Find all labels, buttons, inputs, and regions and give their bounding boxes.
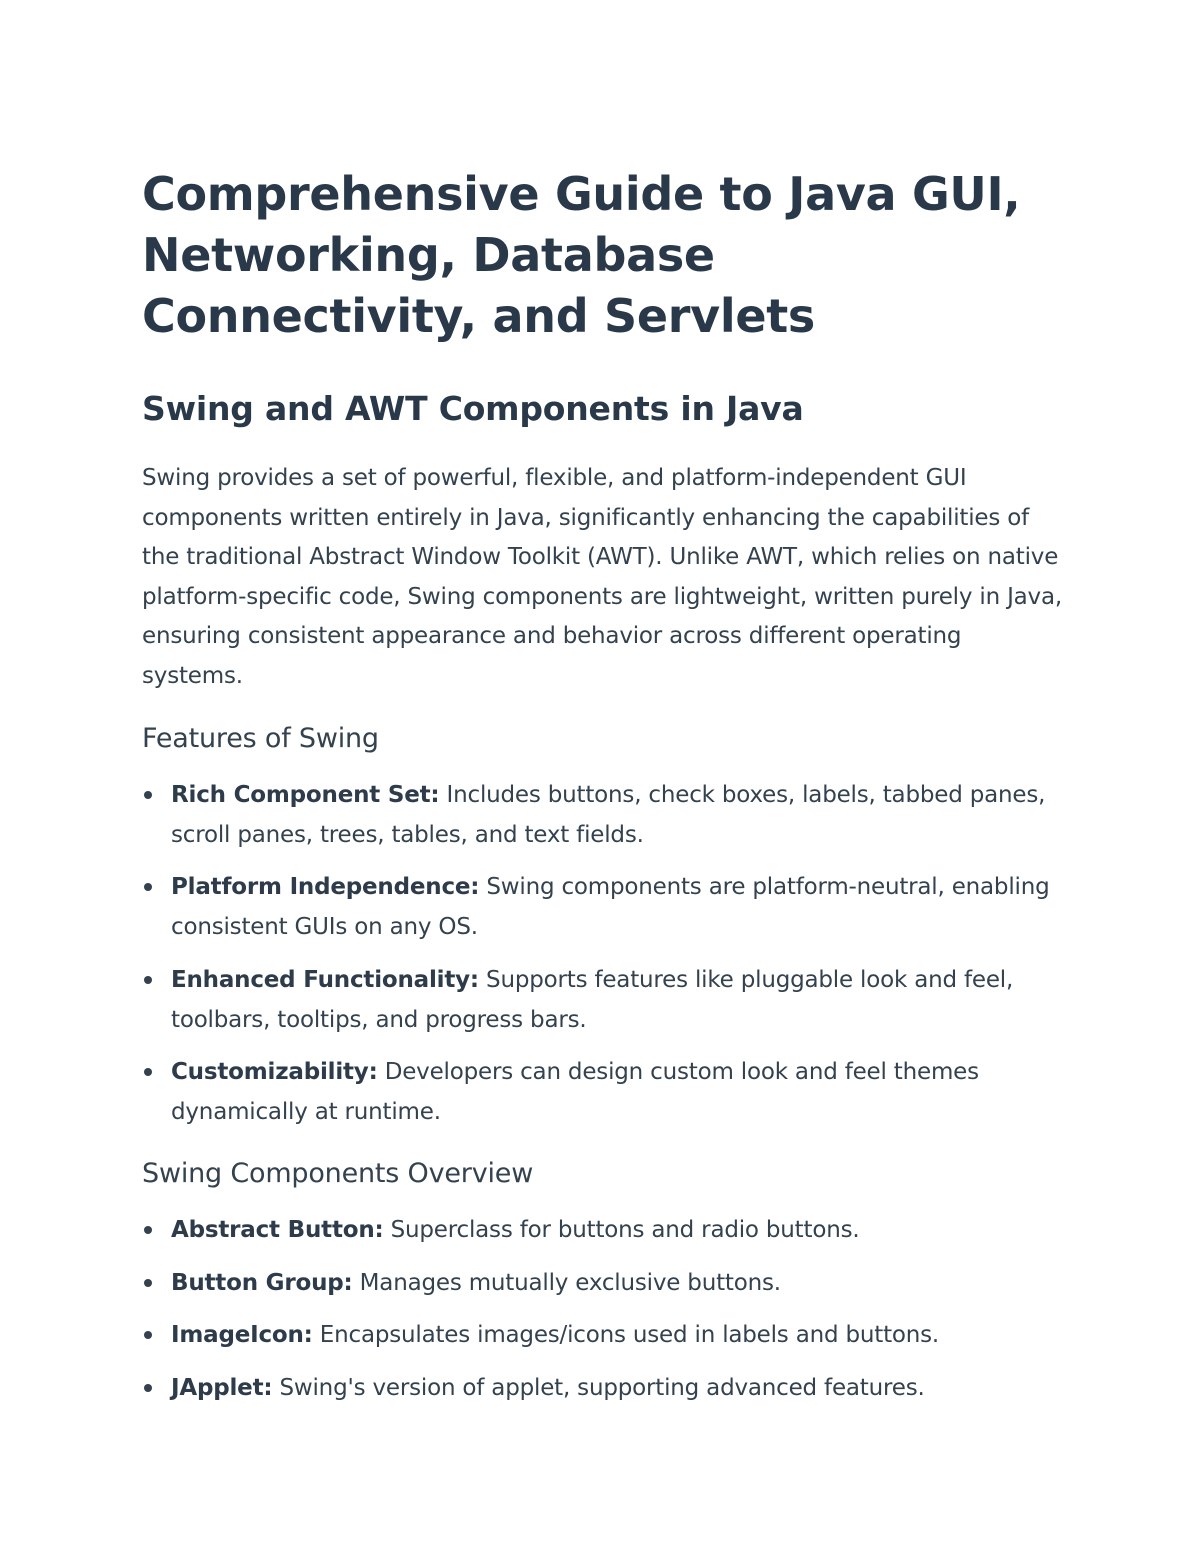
- list-item-term: ImageIcon:: [171, 1322, 313, 1349]
- bullet-icon: [144, 1384, 152, 1392]
- list-item-term: Rich Component Set:: [171, 781, 440, 808]
- document-page: [142, 164, 1062, 1420]
- features-list: [142, 775, 1062, 1133]
- list-item-term: Customizability:: [171, 1059, 378, 1086]
- bullet-icon: [144, 883, 152, 891]
- section-heading: Swing and AWT Components in Java: [142, 389, 804, 428]
- list-item: [142, 1210, 1062, 1250]
- list-item-term: Enhanced Functionality:: [171, 966, 479, 993]
- list-item: [142, 1263, 1062, 1303]
- list-item-description: Includes buttons, check boxes, labels, tabbed panes, scroll panes, trees, tables, and text fields.: [171, 781, 1046, 848]
- list-item-description: Manages mutually exclusive buttons.: [352, 1269, 781, 1296]
- features-heading: Features of Swing: [142, 722, 379, 754]
- list-item-description: Swing's version of applet, supporting advanced features.: [272, 1374, 925, 1401]
- bullet-icon: [144, 1226, 152, 1234]
- list-item-term: Abstract Button:: [171, 1217, 384, 1244]
- overview-heading: Swing Components Overview: [142, 1158, 534, 1190]
- document-title: Comprehensive Guide to Java GUI, Networking, Database Connectivity, and Servlets: [142, 167, 1021, 343]
- list-item: [142, 1052, 1062, 1132]
- list-item-description: Supports features like pluggable look and feel, toolbars, tooltips, and progress bars.: [171, 966, 1014, 1033]
- bullet-icon: [144, 1279, 152, 1287]
- list-item: [142, 1368, 1062, 1408]
- list-item-term: Button Group:: [171, 1269, 353, 1296]
- overview-list: [142, 1210, 1062, 1408]
- bullet-icon: [144, 1068, 152, 1076]
- list-item-description: Developers can design custom look and feel themes dynamically at runtime.: [171, 1059, 979, 1126]
- section-intro-paragraph: Swing provides a set of powerful, flexible, and platform-independent GUI components written entirely in Java, significantly enhancing the capabilities of the traditional Abstract Window Toolkit (AWT). Unlike AWT, which relies on native platform-specific code, Swing components are lightweight, written purely in Java, ensuring consistent appearance and behavior across different operating systems.: [142, 465, 1062, 689]
- list-item: [142, 867, 1062, 947]
- list-item-term: Platform Independence:: [171, 874, 480, 901]
- list-item-description: Swing components are platform-neutral, enabling consistent GUIs on any OS.: [171, 874, 1050, 941]
- list-item: [142, 775, 1062, 855]
- list-item-description: Encapsulates images/icons used in labels and buttons.: [312, 1322, 940, 1349]
- bullet-icon: [144, 1331, 152, 1339]
- list-item: [142, 960, 1062, 1040]
- bullet-icon: [144, 976, 152, 984]
- list-item: [142, 1315, 1062, 1355]
- list-item-description: Superclass for buttons and radio buttons.: [383, 1217, 860, 1244]
- bullet-icon: [144, 791, 152, 799]
- list-item-term: JApplet:: [171, 1374, 273, 1401]
